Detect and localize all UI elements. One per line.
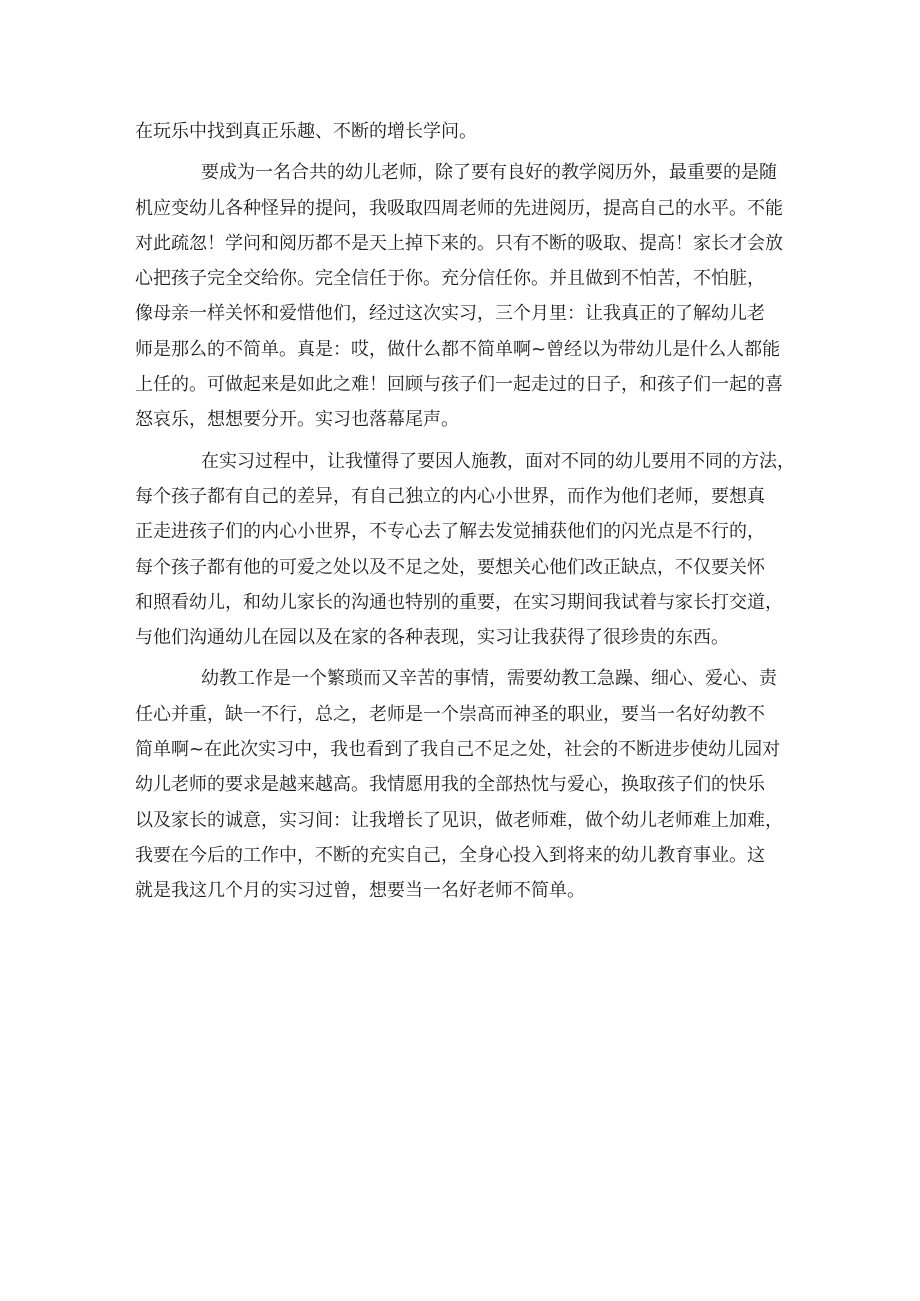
text-line: 每个孩子都有自己的差异，有自己独立的内心小世界，而作为他们老师，要想真 [135,485,765,507]
paragraph-4 [135,661,800,908]
text-line: 幼儿老师的要求是越来越高。我情愿用我的全部热忱与爱心，换取孩子们的快乐 [135,774,765,796]
text-line: 每个孩子都有他的可爱之处以及不足之处，要想关心他们改正缺点，不仅要关怀 [135,556,765,578]
document-body [135,114,800,909]
text-line: 与他们沟通幼儿在园以及在家的各种表现，实习让我获得了很珍贵的东西。 [135,627,729,649]
text-line: 在玩乐中找到真正乐趣、不断的增长学问。 [135,121,477,142]
text-line: 对此疏忽！学问和阅历都不是天上掉下来的。只有不断的吸取、提高！家长才会放 [135,232,783,254]
text-line: 心把孩子完全交给你。完全信任于你。充分信任你。并且做到不怕苦，不怕脏， [135,268,765,290]
text-line: 在实习过程中，让我懂得了要因人施教，面对不同的幼儿要用不同的方法， [201,450,795,472]
text-line: 任心并重，缺一不行，总之，老师是一个崇高而神圣的职业，要当一名好幼教不 [135,703,765,725]
paragraph-2 [135,155,800,437]
text-line: 和照看幼儿，和幼儿家长的沟通也特别的重要，在实习期间我试着与家长打交道， [135,591,783,613]
text-line: 像母亲一样关怀和爱惜他们，经过这次实习，三个月里：让我真正的了解幼儿老 [135,303,765,325]
text-line: 我要在今后的工作中，不断的充实自己，全身心投入到将来的幼儿教育事业。这 [135,844,765,866]
text-line: 以及家长的诚意，实习间：让我增长了见识，做老师难，做个幼儿老师难上加难， [135,809,783,831]
text-line: 怒哀乐，想想要分开。实习也落幕尾声。 [135,409,459,431]
text-line: 机应变幼儿各种怪异的提问，我吸取四周老师的先进阅历，提高自己的水平。不能 [135,197,783,219]
text-line: 幼教工作是一个繁琐而又辛苦的事情，需要幼教工急躁、细心、爱心、责 [201,668,777,690]
text-line: 要成为一名合共的幼儿老师，除了要有良好的教学阅历外，最重要的是随 [201,162,777,184]
text-line: 就是我这几个月的实习过曾，想要当一名好老师不简单。 [135,880,585,902]
text-line: 正走进孩子们的内心小世界，不专心去了解去发觉捕获他们的闪光点是不行的， [135,521,765,543]
text-line: 师是那么的不简单。真是：哎，做什么都不简单啊~曾经以为带幼儿是什么人都能 [135,338,781,360]
paragraph-1 [135,114,800,149]
text-line: 上任的。可做起来是如此之难！回顾与孩子们一起走过的日子，和孩子们一起的喜 [135,374,783,396]
paragraph-3 [135,444,800,656]
text-line: 简单啊~在此次实习中，我也看到了我自己不足之处，社会的不断进步使幼儿园对 [135,739,781,761]
